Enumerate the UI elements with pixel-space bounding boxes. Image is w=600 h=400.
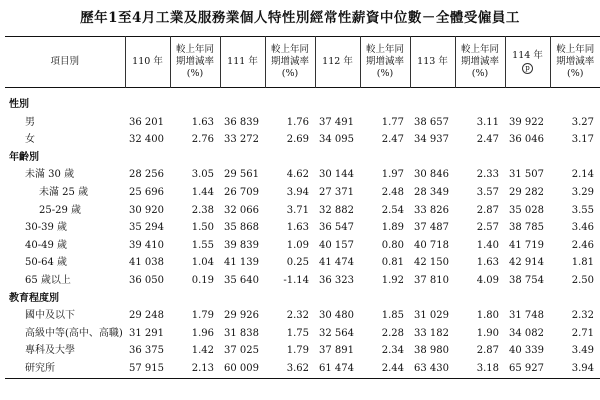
salary-cell: 29 248 [129, 310, 164, 322]
change-rate-cell: 2.50 [571, 274, 594, 286]
salary-cell: 36 201 [129, 116, 164, 128]
header-pct: 較上年同 期增減率 (%) [170, 37, 220, 88]
change-rate-cell: 2.32 [571, 310, 594, 322]
change-rate-cell: 2.14 [571, 169, 594, 181]
change-rate-cell: 1.96 [191, 327, 214, 339]
header-year: 113 年 [410, 37, 455, 88]
change-rate-cell: 1.90 [476, 327, 499, 339]
row-label: 研究所 [5, 360, 125, 378]
empty-cell [125, 290, 170, 308]
row-label: 30-39 歲 [25, 222, 68, 234]
row-label: 男 [25, 116, 35, 128]
empty-cell [410, 96, 455, 114]
empty-cell [265, 290, 315, 308]
empty-cell [125, 149, 170, 167]
salary-cell: 34 095 [319, 134, 354, 146]
salary-cell: 36 323 [319, 274, 354, 286]
salary-cell: 36 050 [129, 274, 164, 286]
salary-cell: 32 400 [129, 134, 164, 146]
salary-cell: 36 547 [319, 222, 354, 234]
salary-cell: 27 371 [319, 186, 354, 198]
change-rate-cell: 2.87 [476, 204, 499, 216]
salary-cell: 41 038 [129, 257, 164, 269]
change-rate-cell: 1.76 [286, 116, 309, 128]
salary-cell: 34 082 [509, 327, 544, 339]
change-rate-cell: 3.05 [191, 169, 214, 181]
page-title: 歷年1至4月工業及服務業個人特性別經常性薪資中位數－全體受僱員工 [80, 10, 520, 26]
change-rate-cell: -1.14 [283, 274, 309, 286]
change-rate-cell: 1.55 [191, 239, 214, 251]
change-rate-cell: 1.44 [191, 186, 214, 198]
change-rate-cell: 1.04 [191, 257, 214, 269]
change-rate-cell: 0.80 [381, 239, 404, 251]
salary-cell: 35 294 [129, 222, 164, 234]
header-pct: 較上年同 期增減率 (%) [265, 37, 315, 88]
change-rate-cell: 1.89 [381, 222, 404, 234]
salary-cell: 63 430 [410, 360, 455, 378]
empty-cell [550, 290, 600, 308]
header-year: 111 年 [220, 37, 265, 88]
empty-cell [265, 96, 315, 114]
change-rate-cell: 1.77 [381, 116, 404, 128]
empty-cell [410, 149, 455, 167]
category-row [5, 149, 600, 167]
empty-cell [315, 149, 360, 167]
category-label: 年齡別 [9, 151, 39, 163]
change-rate-cell: 1.40 [476, 239, 499, 251]
salary-cell: 32 882 [319, 204, 354, 216]
table-row [5, 325, 600, 343]
change-rate-cell: 3.27 [571, 116, 594, 128]
row-label: 高級中等(高中、高職) [25, 327, 123, 339]
header-year: 110 年 [125, 37, 170, 88]
empty-cell [125, 96, 170, 114]
salary-cell: 37 487 [414, 222, 449, 234]
row-label: 40-49 歲 [25, 239, 68, 251]
change-rate-cell: 2.34 [381, 345, 404, 357]
salary-cell: 30 144 [319, 169, 354, 181]
row-label: 國中及以下 [25, 310, 75, 322]
salary-table [5, 36, 600, 379]
change-rate-cell: 1.09 [286, 239, 309, 251]
salary-cell: 42 150 [414, 257, 449, 269]
header-pct: 較上年同 期增減率 (%) [550, 37, 600, 88]
change-rate-cell: 2.47 [381, 134, 404, 146]
empty-cell [550, 149, 600, 167]
category-label: 教育程度別 [9, 292, 59, 304]
row-label: 25-29 歲 [39, 204, 82, 216]
empty-cell [220, 149, 265, 167]
salary-cell: 31 029 [414, 310, 449, 322]
salary-cell: 60 009 [220, 360, 265, 378]
salary-cell: 30 846 [414, 169, 449, 181]
empty-cell [455, 149, 505, 167]
salary-cell: 31 291 [129, 327, 164, 339]
salary-cell: 38 785 [509, 222, 544, 234]
change-rate-cell: 2.38 [191, 204, 214, 216]
change-rate-cell: 1.81 [571, 257, 594, 269]
change-rate-cell: 3.49 [571, 345, 594, 357]
table-row [5, 184, 600, 202]
change-rate-cell: 2.46 [571, 239, 594, 251]
change-rate-cell: 2.32 [286, 310, 309, 322]
change-rate-cell: 1.85 [381, 310, 404, 322]
row-label: 50-64 歲 [25, 257, 68, 269]
empty-cell [170, 96, 220, 114]
salary-cell: 35 028 [509, 204, 544, 216]
table-row [5, 219, 600, 237]
salary-cell: 37 891 [319, 345, 354, 357]
empty-cell [550, 96, 600, 114]
change-rate-cell: 1.80 [476, 310, 499, 322]
salary-cell: 33 826 [414, 204, 449, 216]
salary-cell: 26 709 [224, 186, 259, 198]
change-rate-cell: 4.62 [286, 169, 309, 181]
empty-cell [455, 96, 505, 114]
salary-cell: 61 474 [315, 360, 360, 378]
empty-cell [170, 290, 220, 308]
table-row [5, 272, 600, 290]
salary-cell: 37 491 [319, 116, 354, 128]
change-rate-cell: 3.18 [455, 360, 505, 378]
change-rate-cell: 3.17 [571, 134, 594, 146]
category-row [5, 96, 600, 114]
change-rate-cell: 3.46 [571, 222, 594, 234]
salary-cell: 41 139 [224, 257, 259, 269]
salary-cell: 37 810 [414, 274, 449, 286]
table-body [5, 88, 600, 379]
change-rate-cell: 4.09 [476, 274, 499, 286]
salary-cell: 39 410 [129, 239, 164, 251]
salary-cell: 31 838 [224, 327, 259, 339]
row-label: 65 歲以上 [25, 274, 71, 286]
salary-cell: 28 349 [414, 186, 449, 198]
salary-cell: 41 719 [509, 239, 544, 251]
salary-cell: 36 375 [129, 345, 164, 357]
category-row [5, 290, 600, 308]
salary-cell: 32 066 [224, 204, 259, 216]
header-year: 112 年 [315, 37, 360, 88]
change-rate-cell: 1.79 [191, 310, 214, 322]
salary-cell: 40 339 [509, 345, 544, 357]
change-rate-cell: 1.42 [191, 345, 214, 357]
empty-cell [265, 149, 315, 167]
change-rate-cell: 3.62 [265, 360, 315, 378]
change-rate-cell: 2.47 [476, 134, 499, 146]
salary-cell: 38 980 [414, 345, 449, 357]
salary-cell: 29 561 [224, 169, 259, 181]
salary-cell: 30 480 [319, 310, 354, 322]
salary-cell: 36 046 [509, 134, 544, 146]
empty-cell [170, 149, 220, 167]
empty-cell [505, 149, 550, 167]
salary-cell: 30 920 [129, 204, 164, 216]
salary-cell: 37 025 [224, 345, 259, 357]
empty-cell [220, 290, 265, 308]
change-rate-cell: 3.94 [286, 186, 309, 198]
salary-cell: 65 927 [505, 360, 550, 378]
empty-cell [505, 96, 550, 114]
table-row [5, 131, 600, 149]
change-rate-cell: 0.19 [191, 274, 214, 286]
change-rate-cell: 2.87 [476, 345, 499, 357]
empty-cell [360, 290, 410, 308]
empty-cell [410, 290, 455, 308]
empty-cell [455, 290, 505, 308]
change-rate-cell: 3.71 [286, 204, 309, 216]
table-row [5, 114, 600, 132]
header-pct: 較上年同 期增減率 (%) [455, 37, 505, 88]
change-rate-cell: 2.57 [476, 222, 499, 234]
salary-cell: 33 182 [414, 327, 449, 339]
salary-cell: 39 922 [509, 116, 544, 128]
change-rate-cell: 1.63 [286, 222, 309, 234]
change-rate-cell: 2.69 [286, 134, 309, 146]
preliminary-mark: p [522, 63, 533, 74]
change-rate-cell: 1.63 [191, 116, 214, 128]
empty-cell [315, 290, 360, 308]
salary-cell: 34 937 [414, 134, 449, 146]
header-year: 114 年 p [505, 37, 550, 88]
row-label: 未滿 30 歲 [25, 169, 75, 181]
salary-cell: 29 282 [509, 186, 544, 198]
change-rate-cell: 1.92 [381, 274, 404, 286]
empty-cell [360, 96, 410, 114]
salary-cell: 40 157 [319, 239, 354, 251]
salary-cell: 29 926 [224, 310, 259, 322]
change-rate-cell: 2.48 [381, 186, 404, 198]
change-rate-cell: 0.25 [286, 257, 309, 269]
change-rate-cell: 1.75 [286, 327, 309, 339]
empty-cell [315, 96, 360, 114]
change-rate-cell: 1.50 [191, 222, 214, 234]
header-item: 項目別 [50, 56, 79, 67]
change-rate-cell: 3.57 [476, 186, 499, 198]
change-rate-cell: 1.79 [286, 345, 309, 357]
empty-cell [360, 149, 410, 167]
row-label: 女 [25, 134, 35, 146]
change-rate-cell: 3.55 [571, 204, 594, 216]
change-rate-cell: 2.54 [381, 204, 404, 216]
empty-cell [220, 96, 265, 114]
salary-cell: 35 868 [224, 222, 259, 234]
table-row [5, 166, 600, 184]
category-label: 性別 [9, 99, 29, 110]
header-pct: 較上年同 期增減率 (%) [360, 37, 410, 88]
salary-cell: 40 718 [414, 239, 449, 251]
change-rate-cell: 2.28 [381, 327, 404, 339]
table-row [5, 360, 600, 378]
salary-cell: 36 839 [224, 116, 259, 128]
change-rate-cell: 2.71 [571, 327, 594, 339]
table-row [5, 254, 600, 272]
row-label: 未滿 25 歲 [39, 186, 89, 198]
change-rate-cell: 3.94 [550, 360, 600, 378]
salary-cell: 35 640 [224, 274, 259, 286]
salary-cell: 33 272 [224, 134, 259, 146]
salary-cell: 32 564 [319, 327, 354, 339]
change-rate-cell: 2.13 [170, 360, 220, 378]
change-rate-cell: 3.29 [571, 186, 594, 198]
table-row [5, 202, 600, 220]
change-rate-cell: 1.63 [476, 257, 499, 269]
table-header-row [5, 37, 600, 88]
table-row [5, 307, 600, 325]
table-row [5, 342, 600, 360]
salary-cell: 28 256 [129, 169, 164, 181]
empty-cell [505, 290, 550, 308]
change-rate-cell: 3.11 [476, 116, 499, 128]
change-rate-cell: 0.81 [381, 257, 404, 269]
salary-cell: 57 915 [125, 360, 170, 378]
change-rate-cell: 2.44 [360, 360, 410, 378]
row-label: 專科及大學 [25, 345, 75, 357]
change-rate-cell: 2.76 [191, 134, 214, 146]
salary-cell: 31 748 [509, 310, 544, 322]
salary-cell: 25 696 [129, 186, 164, 198]
salary-cell: 38 657 [414, 116, 449, 128]
salary-cell: 31 507 [509, 169, 544, 181]
salary-cell: 39 839 [224, 239, 259, 251]
salary-cell: 38 754 [509, 274, 544, 286]
salary-cell: 42 914 [509, 257, 544, 269]
salary-cell: 41 474 [319, 257, 354, 269]
change-rate-cell: 2.33 [476, 169, 499, 181]
table-row [5, 237, 600, 255]
change-rate-cell: 1.97 [381, 169, 404, 181]
